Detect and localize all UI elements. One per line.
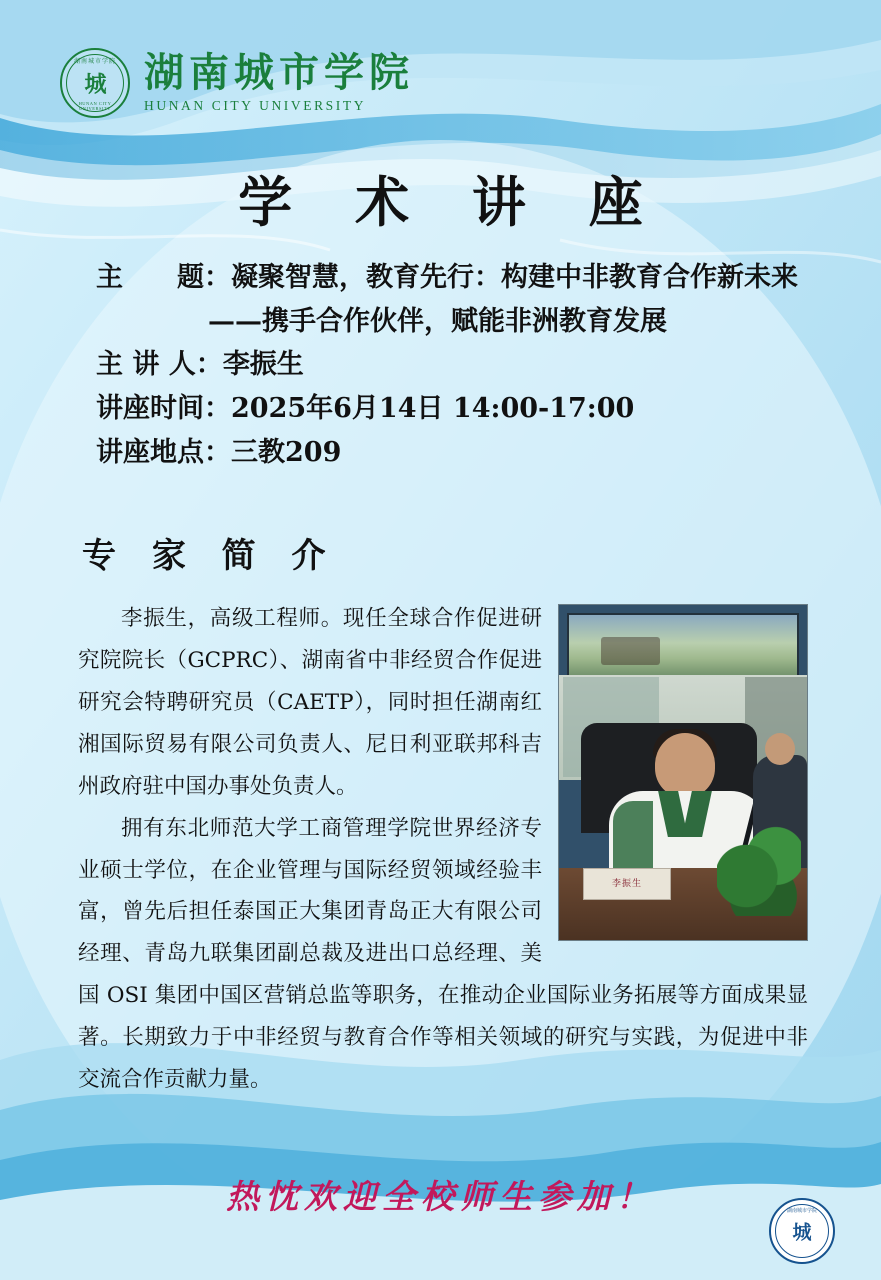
info-row-time [96,387,821,431]
photo-plant [717,816,801,916]
footer-seal-glyph: 城 [792,1222,812,1244]
footer-slogan: 热忱欢迎全校师生参加！ [226,1177,655,1216]
bio-paragraph-1: 李振生，高级工程师。现任全球合作促进研究院院长（GCPRC）、湖南省中非经贸合作促进研究会特聘研究员（CAETP），同时担任湖南红湘国际贸易有限公司负责人、尼日利亚联邦科吉州政府驻中国办事处负责人。 [78,606,542,799]
seal-center-glyph: 城 [84,71,106,97]
info-label-topic: 主 题： [96,262,231,293]
photo-shirt-stripe [613,801,653,877]
photo-head [655,733,715,797]
info-value-location: 三教209 [231,436,342,468]
university-logo [60,48,414,118]
info-row-topic [96,256,821,300]
university-seal-icon [60,48,130,118]
university-name-cn: 湖南城市学院 [144,49,414,96]
info-value-topic: 凝聚智慧，教育先行：构建中非教育合作新未来 [231,262,798,293]
photo-screen [567,613,799,679]
footer-seal-top-text: 湖南城市学院 [786,1209,817,1214]
speaker-photo [558,604,808,941]
info-row-speaker [96,343,821,387]
photo-nameplate: 李振生 [583,868,671,900]
seal-bottom-text: HUNAN CITY UNIVERSITY [78,101,112,111]
info-value-time: 2025年6月14日 14:00-17:00 [231,393,635,425]
bio-paragraph-2: 拥有东北师范大学工商管理学院世界经济专业硕士学位，在企业管理与国际经贸领域经验丰富，曾先后担任泰国正大集团青岛正大有限公司经理、青岛九联集团副总裁及进出口总经理、美国 OSI 集团中国区营销总监等职务，在推动企业国际业务拓展等方面成果显著。长期致力于中非经贸与教育合作等相关领域的研究与实践，为促进中非交流合作贡献力量。 [78,815,808,1093]
page-title: 学 术 讲 座 [238,170,665,234]
info-row-location [96,431,821,475]
lecture-info [96,256,821,475]
section-heading-expert: 专 家 简 介 [82,536,338,576]
info-label-location: 讲座地点： [96,436,231,468]
info-subtitle: ——携手合作伙伴，赋能非洲教育发展 [208,305,667,337]
expert-bio [78,598,808,1101]
seal-top-text: 湖南城市学院 [73,59,116,65]
info-value-speaker: 李振生 [222,349,304,381]
university-name-en: HUNAN CITY UNIVERSITY [144,98,367,113]
footer-seal-icon [769,1198,835,1264]
info-label-speaker: 主 讲 人： [96,349,223,381]
info-label-time: 讲座时间： [96,393,231,425]
